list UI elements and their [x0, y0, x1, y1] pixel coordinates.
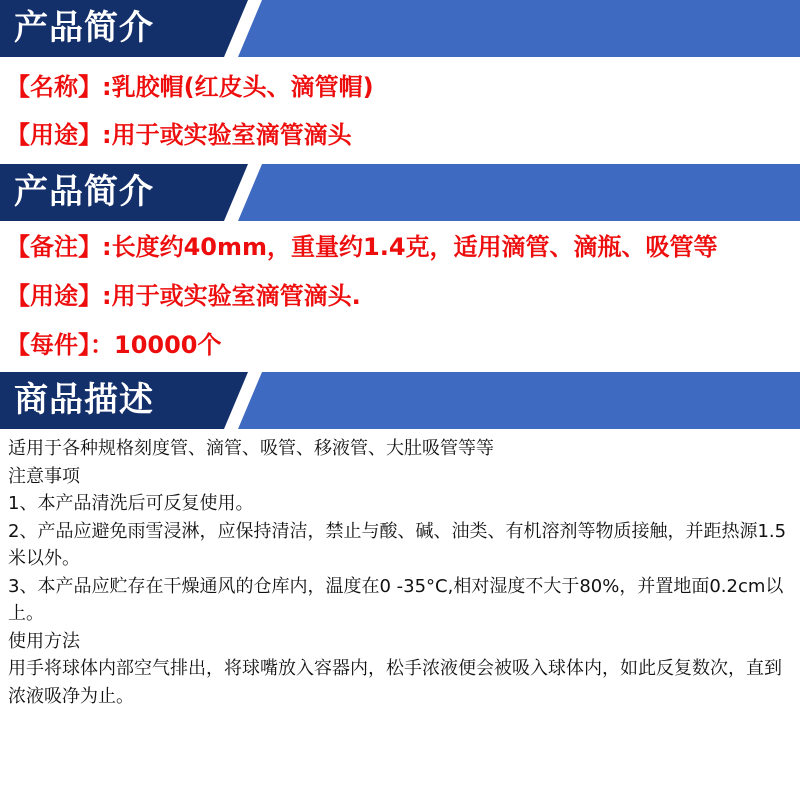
info-line-notes [6, 228, 718, 266]
description-paragraph: 1、本产品清洗后可反复使用。 [8, 493, 254, 514]
product-description [8, 435, 793, 710]
description-paragraph: 2、产品应避免雨雪浸淋，应保持清洁，禁止与酸、碱、油类、有机溶剂等物质接触，并距热源1.5米以外。 [8, 520, 787, 569]
section-banner-intro [0, 0, 800, 57]
info-line-name [6, 68, 374, 106]
description-paragraph: 用手将球体内部空气排出，将球嘴放入容器内，松手浓液便会被吸入球体内，如此反复数次，直到浓液吸净为止。 [8, 658, 782, 707]
info-value: :用于或实验室滴管滴头. [102, 282, 361, 310]
banner-light-block [238, 164, 800, 221]
info-line-per-case [6, 326, 222, 364]
section-banner-description [0, 372, 800, 429]
info-value: :乳胶帽(红皮头、滴管帽) [102, 73, 374, 101]
info-value: ：10000个 [90, 331, 222, 359]
info-label: 【备注】 [6, 233, 102, 261]
description-heading: 使用方法 [8, 630, 80, 652]
section-title: 产品简介 [14, 8, 154, 48]
info-value: :长度约40mm，重量约1.4克，适用滴管、滴瓶、吸管等 [102, 233, 718, 261]
section-title: 产品简介 [14, 172, 154, 212]
info-value: :用于或实验室滴管滴头 [102, 121, 352, 149]
banner-light-block [238, 0, 800, 57]
banner-light-block [238, 372, 800, 429]
info-label: 【名称】 [6, 73, 102, 101]
description-heading: 注意事项 [8, 465, 80, 487]
info-line-usage-2 [6, 277, 361, 315]
info-label: 【每件】 [6, 331, 90, 359]
info-label: 【用途】 [6, 282, 102, 310]
info-label: 【用途】 [6, 121, 102, 149]
description-paragraph: 3、本产品应贮存在干燥通风的仓库内，温度在0 -35°C,相对湿度不大于80%，并置地面0.2cm以上。 [8, 575, 784, 624]
section-title: 商品描述 [14, 380, 154, 420]
info-line-usage [6, 116, 352, 154]
section-banner-intro-2 [0, 164, 800, 221]
description-paragraph: 适用于各种规格刻度管、滴管、吸管、移液管、大肚吸管等等 [8, 438, 494, 459]
